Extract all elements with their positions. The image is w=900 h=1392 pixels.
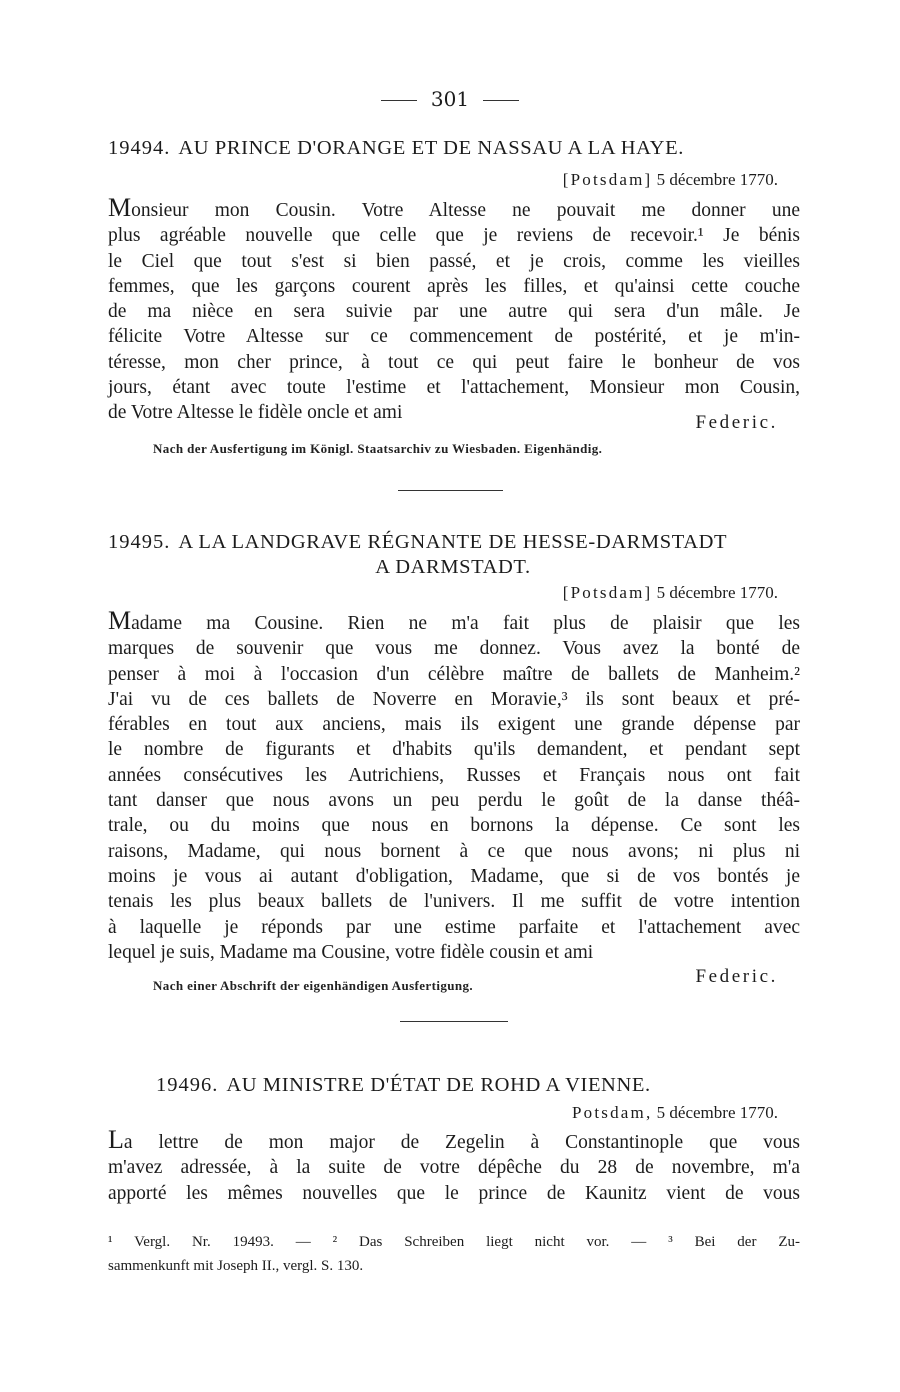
letter-date xyxy=(563,169,778,191)
letter-heading xyxy=(156,1073,846,1097)
signature: Federic. xyxy=(695,412,778,433)
date-text: 5 décembre 1770. xyxy=(656,1103,778,1122)
footnote-line: sammenkunft mit Joseph II., vergl. S. 130. xyxy=(108,1258,364,1274)
body-line: lequel je suis, Madame ma Cousine, votre fidèle cousin et ami xyxy=(108,941,594,963)
section-divider xyxy=(400,1021,508,1022)
date-place: Potsdam, xyxy=(572,1103,653,1122)
section-divider xyxy=(398,490,503,491)
letter-title: AU MINISTRE D'ÉTAT DE ROHD A VIENNE. xyxy=(226,1074,651,1096)
letter-heading-line-2: A DARMSTADT. xyxy=(375,556,531,578)
page-number-dash-left xyxy=(381,100,417,101)
initial-letter: M xyxy=(108,193,132,222)
letter-heading xyxy=(108,530,798,554)
letter-date xyxy=(563,582,778,604)
body-line: années consécutives les Autrichiens, Russes et Français nous ont fait xyxy=(108,764,800,786)
body-line: félicite Votre Altesse sur ce commencement de postérité, et je m'in- xyxy=(108,326,800,348)
letter-heading xyxy=(108,136,798,160)
signature: Federic. xyxy=(695,966,778,987)
body-line: Madame ma Cousine. Rien ne m'a fait plus de plaisir que les xyxy=(108,606,800,635)
body-line: férables en tout aux anciens, mais ils exigent une grande dépense par xyxy=(108,714,800,736)
letter-title: A LA LANDGRAVE RÉGNANTE DE HESSE-DARMSTADT xyxy=(178,531,728,553)
body-line: de ma nièce en sera suivie par une autre qui sera d'un mâle. Je xyxy=(108,301,800,323)
initial-letter: M xyxy=(108,606,132,635)
body-line: femmes, que les garçons courent après les filles, et qu'ainsi cette couche xyxy=(108,275,800,297)
body-line: m'avez adressée, à la suite de votre dépêche du 28 de novembre, m'a xyxy=(108,1157,800,1179)
body-line: jours, étant avec toute l'estime et l'attachement, Monsieur mon Cousin, xyxy=(108,377,800,399)
body-line: raisons, Madame, qui nous bornent à ce que nous avons; ni plus ni xyxy=(108,840,800,862)
body-line: de Votre Altesse le fidèle oncle et ami xyxy=(108,402,403,424)
body-line: téresse, mon cher prince, à tout ce qui peut faire le bonheur de vos xyxy=(108,351,800,373)
body-line: marques de souvenir que vous me donnez. Vous avez la bonté de xyxy=(108,638,800,660)
body-line: trale, ou du moins que nous en bornons la dépense. Ce sont les xyxy=(108,815,800,837)
body-line: apporté les mêmes nouvelles que le prince de Kaunitz vient de vous xyxy=(108,1182,800,1204)
letter-date xyxy=(572,1102,778,1124)
date-place: [Potsdam] xyxy=(562,170,653,189)
source-note: Nach der Ausfertigung im Königl. Staatsarchiv zu Wiesbaden. Eigenhändig. xyxy=(153,441,603,456)
date-place: [Potsdam] xyxy=(562,583,653,602)
body-line: La lettre de mon major de Zegelin à Constantinople que vous xyxy=(108,1125,800,1154)
footnotes xyxy=(108,1230,800,1278)
page-number-dash-right xyxy=(483,100,519,101)
body-line: plus agréable nouvelle que celle que je reviens de recevoir.¹ Je bénis xyxy=(108,225,800,247)
source-note: Nach einer Abschrift der eigenhändigen Ausfertigung. xyxy=(153,978,474,993)
body-line: penser à moi à l'occasion d'un célèbre maître de ballets de Manheim.² xyxy=(108,663,800,685)
body-line: moins je vous ai autant d'obligation, Madame, que si de vos bontés je xyxy=(108,865,800,887)
body-line: Monsieur mon Cousin. Votre Altesse ne pouvait me donner une xyxy=(108,193,800,222)
body-line: à laquelle je réponds par une estime parfaite et l'attachement avec xyxy=(108,916,800,938)
letter-title: AU PRINCE D'ORANGE ET DE NASSAU A LA HAYE. xyxy=(178,137,684,159)
date-text: 5 décembre 1770. xyxy=(656,583,778,602)
letter-number: 19496. xyxy=(156,1074,219,1096)
body-line: tant danser que nous avons un peu perdu le goût de la danse théâ- xyxy=(108,790,800,812)
letter-number: 19495. xyxy=(108,531,171,553)
page-number: 301 xyxy=(0,86,900,112)
footnote-line: ¹ Vergl. Nr. 19493. — ² Das Schreiben liegt nicht vor. — ³ Bei der Zu- xyxy=(108,1234,800,1250)
body-line: le Ciel que tout s'est si bien passé, et je crois, comme les vieilles xyxy=(108,250,800,272)
date-text: 5 décembre 1770. xyxy=(656,170,778,189)
body-line: J'ai vu de ces ballets de Noverre en Moravie,³ ils sont beaux et pré- xyxy=(108,688,800,710)
initial-letter: L xyxy=(108,1125,124,1154)
letter-body xyxy=(108,195,800,426)
body-line: tenais les plus beaux ballets de l'univers. Il me suffit de votre intention xyxy=(108,891,800,913)
letter-body xyxy=(108,608,800,965)
letter-number: 19494. xyxy=(108,137,171,159)
letter-body xyxy=(108,1127,800,1206)
body-line: le nombre de figurants et d'habits qu'ils demandent, et pendant sept xyxy=(108,739,800,761)
